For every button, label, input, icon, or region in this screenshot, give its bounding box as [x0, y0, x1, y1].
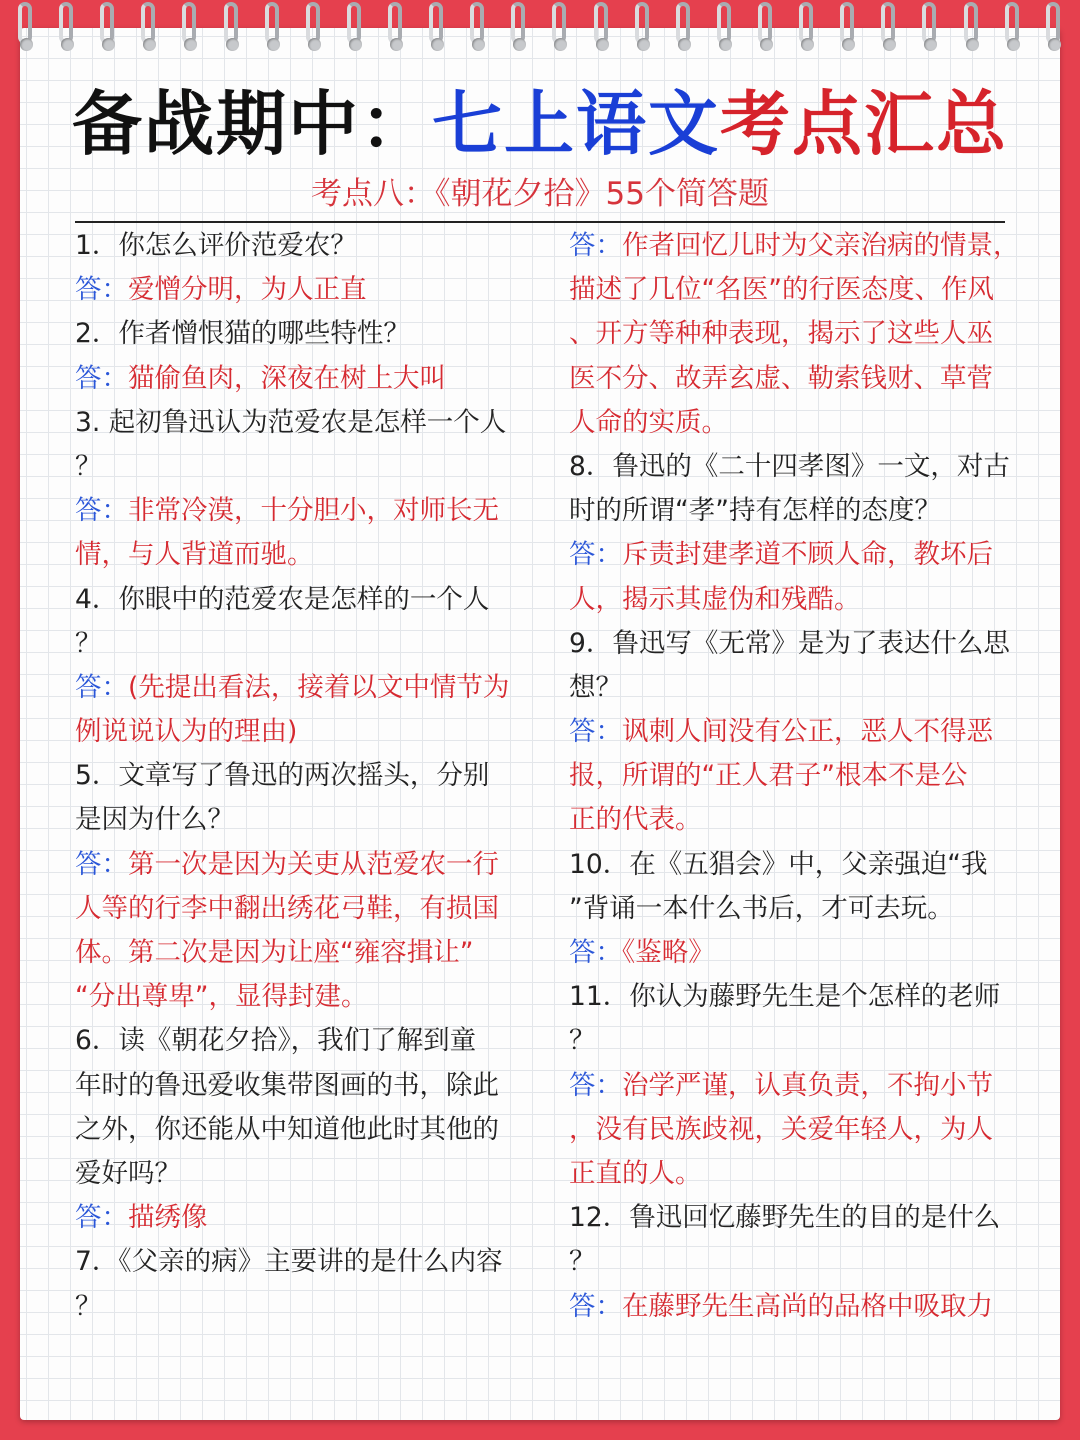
answer-text: 例说说认为的理由): [75, 716, 298, 748]
answer-line: [75, 533, 515, 577]
divider-line: [75, 221, 1005, 223]
question-line: [75, 1152, 515, 1196]
spiral-ring: [386, 2, 408, 64]
question-line: [569, 1240, 1009, 1284]
question-line: [569, 843, 1009, 887]
question-text: 爱好吗？: [75, 1157, 181, 1189]
question-text: 5．文章写了鲁迅的两次摇头，分别: [75, 760, 490, 792]
question-line: [569, 666, 1009, 710]
question-text: ？: [75, 627, 102, 659]
answer-label: 答：: [75, 1202, 128, 1234]
question-text: ？: [569, 1246, 596, 1278]
answer-label: 答：: [75, 362, 128, 394]
answer-line: [569, 357, 1009, 401]
answer-text: 《鉴略》: [622, 937, 715, 968]
answer-line: [569, 754, 1009, 798]
answer-text: 人命的实质。: [569, 406, 728, 438]
spiral-ring: [962, 2, 984, 64]
question-line: [75, 1108, 515, 1152]
answer-line: [569, 533, 1009, 577]
answer-line: [569, 1064, 1009, 1108]
question-line: [75, 401, 515, 445]
question-line: [569, 622, 1009, 666]
answer-line: [569, 268, 1009, 312]
answer-line: [569, 1152, 1009, 1196]
spiral-ring: [879, 2, 901, 64]
spiral-ring: [920, 2, 942, 64]
right-column: [569, 224, 1020, 1329]
question-text: ？: [75, 450, 102, 482]
question-text: 1．你怎么评价范爱农？: [75, 230, 357, 261]
answer-label: 答：: [569, 716, 622, 748]
answer-label: 答：: [569, 230, 622, 261]
spiral-ring: [509, 2, 531, 64]
answer-line: [75, 666, 515, 710]
question-text: 4．你眼中的范爱农是怎样的一个人: [75, 583, 490, 615]
answer-text: 正直的人。: [569, 1157, 702, 1189]
question-text: 9．鲁迅写《无常》是为了表达什么思: [569, 627, 1010, 659]
question-text: ”背诵一本什么书后，才可去玩。: [569, 892, 954, 924]
spiral-ring: [674, 2, 696, 64]
answer-line: [75, 489, 515, 533]
question-line: [75, 622, 515, 666]
question-line: [75, 754, 515, 798]
answer-text: 第一次是因为关吏从范爱农一行: [128, 848, 499, 880]
answer-line: [569, 224, 1020, 268]
left-column: [75, 224, 515, 1329]
spiral-ring: [592, 2, 614, 64]
answer-text: 作者回忆儿时为父亲治病的情景，: [622, 230, 1020, 261]
answer-label: 答：: [75, 274, 128, 306]
spiral-ring: [263, 2, 285, 64]
answer-line: [569, 710, 1009, 754]
answer-text: 讽刺人间没有公正，恶人不得恶: [622, 716, 993, 748]
question-line: [75, 445, 515, 489]
answer-label: 答：: [75, 671, 128, 703]
answer-text: 在藤野先生高尚的品格中吸取力: [622, 1290, 993, 1322]
question-text: 12．鲁迅回忆藤野先生的目的是什么: [569, 1202, 1001, 1234]
question-line: [75, 1240, 515, 1284]
answer-text: 医不分、故弄玄虚、勒索钱财、草菅: [569, 362, 993, 394]
answer-text: 人等的行李中翻出绣花弓鞋，有损国: [75, 892, 499, 924]
answer-text: 非常冷漠，十分胆小，对师长无: [128, 495, 499, 527]
answer-text: 、开方等种种表现，揭示了这些人巫: [569, 318, 993, 350]
question-text: 6．读《朝花夕拾》，我们了解到童: [75, 1025, 477, 1057]
question-text: 10．在《五猖会》中，父亲强迫“我: [569, 848, 988, 880]
answer-line: [75, 357, 515, 401]
question-line: [75, 224, 515, 268]
answer-line: [75, 710, 515, 754]
spiral-ring: [345, 2, 367, 64]
answer-line: [569, 798, 1009, 842]
title-part-red: 考点汇总: [720, 83, 1008, 165]
question-line: [569, 1196, 1009, 1240]
question-text: 11．你认为藤野先生是个怎样的老师: [569, 981, 1001, 1013]
spiral-ring: [1003, 2, 1025, 64]
title-part-black: 备战期中：: [72, 83, 432, 165]
spiral-ring: [633, 2, 655, 64]
spiral-binding: [16, 2, 1066, 64]
question-text: 2．作者憎恨猫的哪些特性？: [75, 318, 410, 350]
answer-label: 答：: [569, 1069, 622, 1101]
question-text: 之外，你还能从中知道他此时其他的: [75, 1113, 499, 1145]
question-text: 想？: [569, 671, 622, 703]
answer-line: [75, 843, 515, 887]
question-text: 是因为什么？: [75, 804, 234, 836]
page-title: [0, 82, 1080, 166]
answer-label: 答：: [75, 495, 128, 527]
question-line: [569, 887, 1009, 931]
question-line: [569, 489, 1009, 533]
answer-line: [75, 975, 515, 1019]
answer-line: [569, 1285, 1009, 1329]
answer-label: 答：: [569, 1290, 622, 1322]
answer-text: 爱憎分明，为人正直: [128, 274, 367, 306]
spiral-ring: [304, 2, 326, 64]
answer-text: (先提出看法，接着以文中情节为: [128, 671, 510, 703]
answer-line: [569, 312, 1009, 356]
answer-text: “分出尊卑”，显得封建。: [75, 981, 368, 1013]
spiral-ring: [715, 2, 737, 64]
question-line: [75, 1064, 515, 1108]
spiral-ring: [427, 2, 449, 64]
answer-line: [569, 578, 1009, 622]
answer-line: [75, 1196, 515, 1240]
answer-text: 人，揭示其虚伪和残酷。: [569, 583, 861, 615]
answer-label: 答：: [569, 937, 622, 968]
answer-label: 答：: [569, 539, 622, 571]
answer-text: 描述了几位“名医”的行医态度、作风: [569, 274, 994, 306]
spiral-ring: [139, 2, 161, 64]
page-subtitle: 考点八：《朝花夕拾》55个简答题: [311, 176, 769, 212]
question-text: 7．《父亲的病》主要讲的是什么内容: [75, 1246, 503, 1278]
answer-text: 描绣像: [128, 1202, 208, 1234]
question-text: ？: [75, 1290, 102, 1322]
answer-text: 报，所谓的“正人君子”根本不是公: [569, 760, 968, 792]
question-text: ？: [569, 1025, 596, 1057]
spiral-ring: [797, 2, 819, 64]
answer-line: [569, 931, 1009, 975]
spiral-ring: [468, 2, 490, 64]
spiral-ring: [57, 2, 79, 64]
question-line: [75, 1285, 515, 1329]
spiral-ring: [550, 2, 572, 64]
question-text: 年时的鲁迅爱收集带图画的书，除此: [75, 1069, 499, 1101]
question-line: [569, 445, 1009, 489]
answer-label: 答：: [75, 848, 128, 880]
answer-text: 情，与人背道而驰。: [75, 539, 314, 571]
answer-text: 猫偷鱼肉，深夜在树上大叫: [128, 362, 446, 394]
title-part-blue: 七上语文: [432, 83, 720, 165]
answer-text: 斥责封建孝道不顾人命，教坏后: [622, 539, 993, 571]
question-text: 8．鲁迅的《二十四孝图》一文，对古: [569, 450, 1010, 482]
question-text: 3. 起初鲁迅认为范爱农是怎样一个人: [75, 406, 507, 438]
answer-text: 治学严谨，认真负责，不拘小节: [622, 1069, 993, 1101]
spiral-ring: [16, 2, 38, 64]
question-text: 时的所谓“孝”持有怎样的态度？: [569, 495, 941, 527]
spiral-ring: [1044, 2, 1066, 64]
answer-line: [569, 401, 1009, 445]
answer-line: [75, 931, 515, 975]
answer-text: 正的代表。: [569, 804, 702, 836]
spiral-ring: [222, 2, 244, 64]
question-line: [75, 1019, 515, 1063]
answer-line: [75, 268, 515, 312]
spiral-ring: [98, 2, 120, 64]
question-line: [569, 1019, 1009, 1063]
spiral-ring: [838, 2, 860, 64]
answer-text: 体。第二次是因为让座“雍容揖让”: [75, 937, 474, 968]
answer-line: [569, 1108, 1009, 1152]
answer-line: [75, 887, 515, 931]
question-line: [75, 798, 515, 842]
question-line: [75, 578, 515, 622]
spiral-ring: [756, 2, 778, 64]
answer-text: ，没有民族歧视，关爱年轻人，为人: [569, 1113, 993, 1145]
spiral-ring: [180, 2, 202, 64]
question-line: [75, 312, 515, 356]
question-line: [569, 975, 1009, 1019]
